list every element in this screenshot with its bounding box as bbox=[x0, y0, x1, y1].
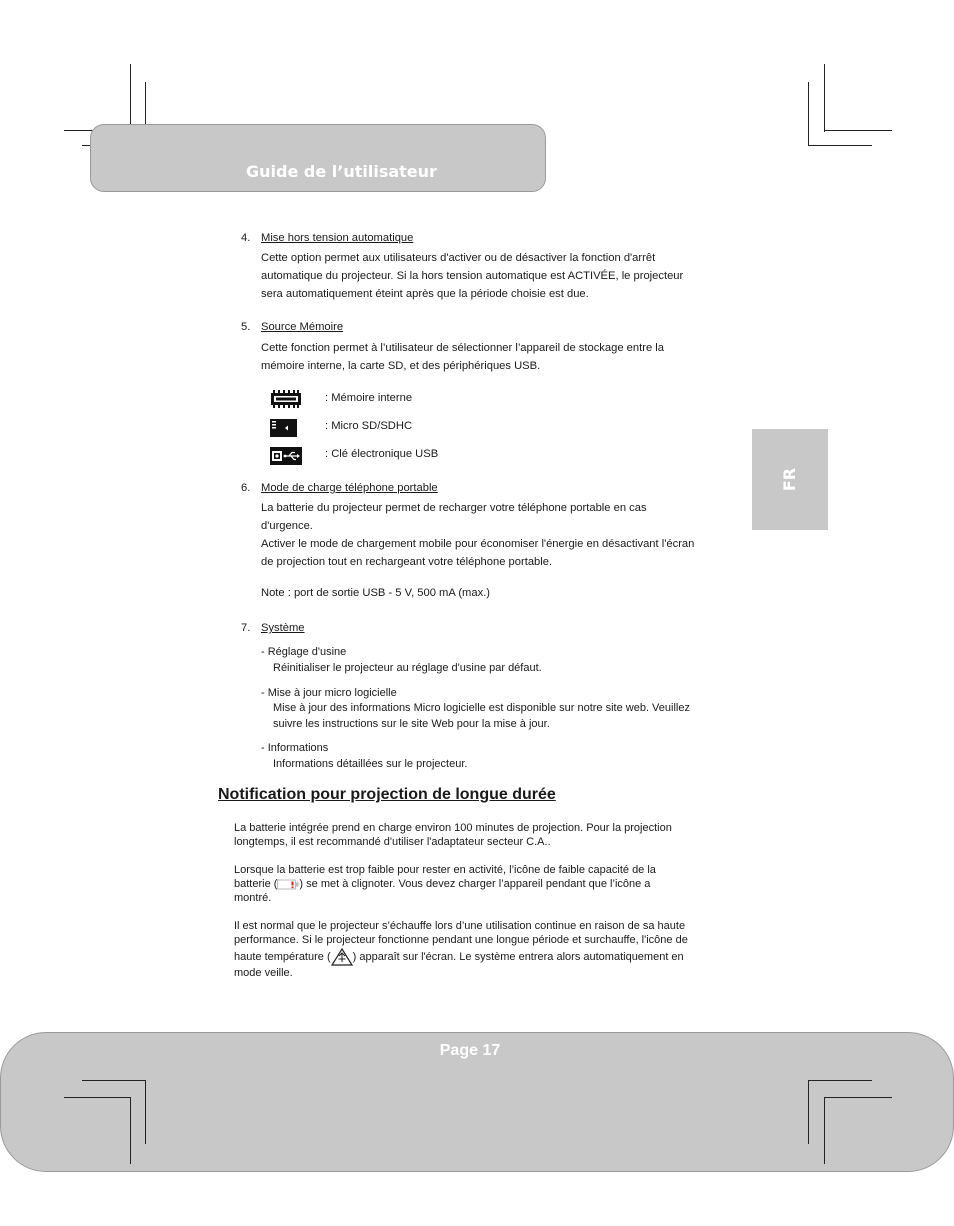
crop-mark bbox=[824, 130, 892, 131]
item-title-phone-charge-mode: Mode de charge téléphone portable bbox=[261, 482, 438, 494]
crop-mark bbox=[808, 1080, 809, 1144]
text-fragment: ) apparaît sur l'écran. Le système entrera alors automatiquement en bbox=[352, 950, 684, 963]
paragraph-line: performance. Si le projecteur fonctionne pendant une longue période et surchauffe, l'icône de bbox=[234, 934, 688, 946]
page-title: Guide de l’utilisateur bbox=[246, 162, 437, 181]
paragraph-line: Lorsque la batterie est trop faible pour rester en activité, l’icône de faible capacité de la bbox=[234, 864, 656, 876]
subitem-title: - Informations bbox=[261, 742, 329, 754]
subitem-line: Mise à jour des informations Micro logicielle est disponible sur notre site web. Veuillez bbox=[273, 702, 690, 714]
memory-source-label: : Mémoire interne bbox=[325, 392, 413, 404]
crop-mark bbox=[808, 145, 872, 146]
paragraph-line: Activer le mode de chargement mobile pour économiser l'énergie en désactivant l'écran bbox=[261, 538, 695, 550]
crop-mark bbox=[64, 1097, 131, 1098]
crop-mark bbox=[824, 1097, 825, 1164]
paragraph-line: automatique du projecteur. Si la hors tension automatique est ACTIVÉE, le projecteur bbox=[261, 270, 684, 282]
subitem-title: - Réglage d'usine bbox=[261, 646, 347, 658]
paragraph-line: sera automatiquement éteint après que la période choisie est due. bbox=[261, 288, 589, 300]
paragraph-line: Cette fonction permet à l’utilisateur de sélectionner l’appareil de stockage entre la bbox=[261, 342, 664, 354]
subitem-line: Informations détaillées sur le projecteur. bbox=[273, 758, 468, 770]
crop-mark bbox=[808, 1080, 872, 1081]
paragraph-line: Il est normal que le projecteur s’échauffe lors d’une utilisation continue en raison de sa haute bbox=[234, 920, 686, 932]
internal-memory-chip-icon bbox=[270, 390, 302, 408]
crop-mark bbox=[130, 1097, 131, 1164]
paragraph-line: montré. bbox=[234, 892, 272, 904]
crop-mark bbox=[82, 1080, 146, 1081]
text-fragment: ) se met à clignoter. Vous devez charger l’appareil pendant que l’icône a bbox=[299, 878, 651, 890]
item-number: 6. bbox=[241, 482, 251, 494]
crop-mark bbox=[824, 64, 825, 132]
paragraph-line: d'urgence. bbox=[261, 520, 313, 532]
low-battery-icon bbox=[277, 879, 299, 890]
text-fragment: haute température ( bbox=[234, 950, 331, 963]
paragraph-line: de projection tout en rechargeant votre téléphone portable. bbox=[261, 556, 553, 568]
paragraph-line: Cette option permet aux utilisateurs d'activer ou de désactiver la fonction d'arrêt bbox=[261, 252, 656, 264]
text-fragment: batterie ( bbox=[234, 878, 278, 890]
temperature-paragraph-line bbox=[234, 948, 684, 966]
crop-mark bbox=[145, 1080, 146, 1144]
subitem-title: - Mise à jour micro logicielle bbox=[261, 687, 397, 699]
page-number: Page 17 bbox=[439, 1042, 501, 1059]
item-number: 5. bbox=[241, 321, 251, 333]
usb-key-icon bbox=[270, 447, 302, 465]
item-title-auto-power-off: Mise hors tension automatique bbox=[261, 232, 414, 244]
memory-source-label: : Micro SD/SDHC bbox=[325, 420, 413, 432]
usb-output-note: Note : port de sortie USB - 5 V, 500 mA (max.) bbox=[261, 587, 491, 599]
battery-paragraph-line bbox=[234, 877, 650, 891]
language-tab bbox=[752, 429, 828, 530]
item-title-system: Système bbox=[261, 622, 305, 634]
item-title-memory-source: Source Mémoire bbox=[261, 321, 344, 333]
item-number: 4. bbox=[241, 232, 251, 244]
paragraph-line: La batterie intégrée prend en charge environ 100 minutes de projection. Pour la projection bbox=[234, 822, 672, 834]
crop-mark bbox=[824, 1097, 892, 1098]
paragraph-line: mode veille. bbox=[234, 967, 293, 979]
section-heading: Notification pour projection de longue durée bbox=[218, 786, 556, 803]
subitem-line: Réinitialiser le projecteur au réglage d'usine par défaut. bbox=[273, 662, 542, 674]
subitem-line: suivre les instructions sur le site Web pour la mise à jour. bbox=[273, 718, 550, 730]
high-temperature-icon bbox=[331, 948, 353, 966]
paragraph-line: La batterie du projecteur permet de recharger votre téléphone portable en cas bbox=[261, 502, 647, 514]
item-number: 7. bbox=[241, 622, 251, 634]
header-tab bbox=[90, 124, 546, 192]
crop-mark bbox=[808, 82, 809, 146]
language-label: FR bbox=[780, 467, 800, 492]
micro-sd-card-icon bbox=[270, 419, 302, 437]
paragraph-line: mémoire interne, la carte SD, et des périphériques USB. bbox=[261, 360, 541, 372]
paragraph-line: longtemps, il est recommandé d'utiliser l'adaptateur secteur C.A.. bbox=[234, 836, 551, 848]
memory-source-label: : Clé électronique USB bbox=[325, 448, 439, 460]
